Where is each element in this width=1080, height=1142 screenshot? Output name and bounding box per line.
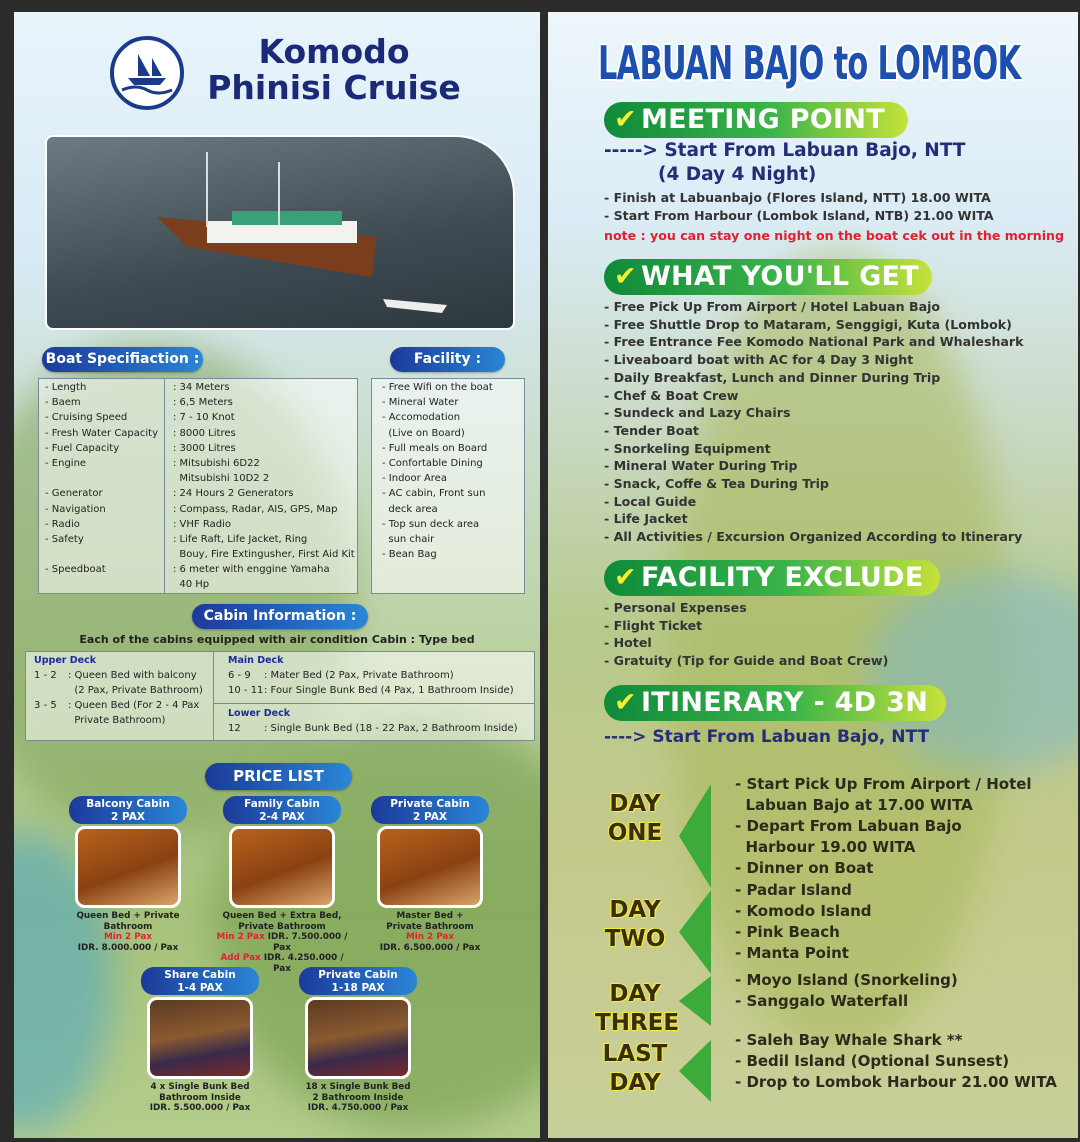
cabin-name: Private Cabin: [390, 798, 470, 810]
cabin-upper-deck: [34, 653, 203, 728]
included-item: - Snack, Coffe & Tea During Trip: [604, 476, 829, 492]
spec-value: : 3000 Litres: [173, 442, 236, 454]
price: IDR. 8.000.000 / Pax: [77, 942, 179, 953]
deck-label: Main Deck: [228, 655, 284, 666]
itinerary-item: - Dinner on Boat: [735, 859, 874, 877]
cabin-number: 1 - 2: [34, 670, 57, 681]
included-item: - Mineral Water During Trip: [604, 458, 798, 474]
cabin-desc: Queen Bed + Extra Bed,: [222, 911, 342, 921]
spec-value: : 24 Hours 2 Generators: [173, 488, 294, 500]
cabin-pax: 1-18 PAX: [331, 981, 385, 994]
day-label-line2: DAY: [609, 1070, 661, 1096]
spec-label: - Radio: [45, 518, 80, 530]
itinerary-item: - Moyo Island (Snorkeling): [735, 971, 958, 989]
itinerary-item: - Depart From Labuan Bajo: [735, 817, 962, 835]
check-icon: ✔: [614, 562, 637, 593]
cabin-desc: 18 x Single Bunk Bed: [305, 1082, 411, 1092]
itinerary-item: Harbour 19.00 WITA: [735, 838, 916, 856]
boat-photo: [45, 135, 515, 330]
cabin-badge: [69, 796, 187, 824]
min-pax: Min 2 Pax: [405, 932, 455, 942]
spec-row: [45, 380, 357, 395]
included-item: - All Activities / Excursion Organized According to Itinerary: [604, 529, 1023, 545]
boat-spec-heading: Boat Specifiaction :: [42, 347, 203, 372]
logo-icon: [110, 36, 184, 110]
included-item: - Free Entrance Fee Komodo National Park and Whaleshark: [604, 334, 1024, 350]
excluded-item: - Gratuity (Tip for Guide and Boat Crew): [604, 653, 889, 669]
arrow-left-icon: [679, 1040, 711, 1102]
spec-row: [45, 517, 357, 532]
spec-label: [45, 577, 171, 592]
cabin-main-deck: [228, 653, 514, 698]
deck-label: Upper Deck: [34, 655, 97, 666]
cabin-desc: : Single Bunk Bed (18 - 22 Pax, 2 Bathroom Inside): [264, 723, 518, 734]
facility-item: - Confortable Dining: [382, 458, 483, 470]
cabin-table: [25, 651, 535, 741]
day-label-line1: DAY: [609, 897, 661, 923]
cabin-row: [34, 683, 203, 698]
facility-item: - AC cabin, Front sun: [382, 488, 486, 500]
cabin-row: [34, 713, 203, 728]
cabin-details: [288, 1082, 428, 1114]
cabin-row: [228, 683, 514, 698]
price: IDR. 6.500.000 / Pax: [379, 942, 481, 953]
cabin-photo: [305, 997, 411, 1079]
spec-label: [45, 471, 171, 486]
included-item: - Life Jacket: [604, 511, 688, 527]
itinerary-item: - Padar Island: [735, 881, 852, 899]
included-item: - Sundeck and Lazy Chairs: [604, 405, 791, 421]
included-item: - Local Guide: [604, 493, 697, 509]
day-label-line1: DAY: [609, 981, 661, 1007]
included-item: - Daily Breakfast, Lunch and Dinner During Trip: [604, 369, 941, 385]
price: IDR. 5.500.000 / Pax: [149, 1103, 251, 1113]
cabin-desc: Private Bathroom): [68, 715, 166, 726]
what-you-get-heading: [604, 259, 932, 295]
spec-label: - Baem: [45, 397, 81, 409]
itinerary-item: Labuan Bajo at 17.00 WITA: [735, 796, 973, 814]
spec-label: - Speedboat: [45, 564, 106, 576]
price-card: [360, 796, 500, 953]
day-items: [735, 774, 1032, 879]
price: IDR. 4.750.000 / Pax: [307, 1103, 409, 1113]
day-items: [735, 1030, 1057, 1093]
cabin-row: [228, 721, 518, 736]
spec-row: [45, 577, 357, 592]
cabin-row: [34, 668, 203, 683]
meeting-note: note : you can stay one night on the boat cek out in the morning: [604, 228, 1065, 243]
cabin-name: Share Cabin: [164, 969, 236, 981]
right-panel: [548, 12, 1078, 1138]
min-pax: Min 2 Pax: [216, 932, 265, 942]
cabin-desc: Private Bathroom: [386, 921, 474, 932]
what-you-get-label: WHAT YOU'LL GET: [640, 261, 919, 292]
min-pax: Min 2 Pax: [103, 932, 153, 942]
cabin-pax: 2 PAX: [413, 810, 447, 823]
spec-value: : Compass, Radar, AIS, GPS, Map: [173, 503, 338, 515]
brand-line-1: Komodo: [258, 32, 410, 71]
cabin-desc: Private Bathroom: [238, 921, 326, 932]
facility-item: - Accomodation: [382, 412, 461, 424]
cabin-photo: [377, 826, 483, 908]
spec-value: : 6,5 Meters: [173, 397, 233, 409]
spec-row: [45, 562, 357, 577]
spec-row: [45, 456, 357, 471]
spec-value: : 7 - 10 Knot: [173, 412, 235, 424]
arrow-left-icon: [679, 976, 711, 1026]
facility-list: [371, 378, 525, 594]
price-card: [288, 967, 428, 1114]
day-items: [735, 970, 958, 1012]
facility-item: - Bean Bag: [382, 549, 437, 561]
spec-value: : 8000 Litres: [173, 427, 236, 439]
excluded-item: - Hotel: [604, 635, 652, 651]
spec-label: - Fresh Water Capacity: [45, 427, 159, 439]
boat-spec-table: [38, 378, 358, 594]
spec-value: : 6 meter with enggine Yamaha: [173, 564, 330, 576]
facility-item: - Full meals on Board: [382, 442, 488, 454]
itinerary-item: - Sanggalo Waterfall: [735, 992, 909, 1010]
included-item: - Snorkeling Equipment: [604, 440, 771, 456]
spec-value: : VHF Radio: [173, 518, 231, 530]
spec-label: - Engine: [45, 457, 87, 469]
facility-item: - Top sun deck area: [382, 518, 480, 530]
itinerary-item: - Start Pick Up From Airport / Hotel: [735, 775, 1032, 793]
price-line: [212, 932, 352, 953]
cabin-photo: [229, 826, 335, 908]
cabin-badge: [223, 796, 341, 824]
meeting-item: - Start From Harbour (Lombok Island, NTB) 21.00 WITA: [604, 208, 994, 223]
day-label-line2: TWO: [604, 926, 666, 952]
cabin-name: Private Cabin: [318, 969, 398, 981]
arrow-left-icon: [679, 890, 711, 974]
spec-row: [45, 395, 357, 410]
cabin-number: 12: [228, 723, 241, 734]
cabin-desc: : Mater Bed (2 Pax, Private Bathroom): [264, 670, 454, 681]
day-label: [595, 1040, 675, 1098]
cabin-number: 6 - 9: [228, 670, 251, 681]
facility-heading: Facility :: [390, 347, 505, 372]
spec-label: - Safety: [45, 533, 84, 545]
cabin-desc: : Queen Bed with balcony: [68, 670, 197, 681]
itinerary-item: - Saleh Bay Whale Shark **: [735, 1031, 963, 1049]
spec-value: Bouy, Fire Extingusher, First Aid Kit: [173, 549, 355, 561]
cabin-desc: Queen Bed + Private: [76, 911, 180, 921]
spec-row: [45, 547, 357, 562]
cabin-photo: [75, 826, 181, 908]
spec-label: - Navigation: [45, 503, 106, 515]
price-card: [212, 796, 352, 974]
included-item: - Tender Boat: [604, 422, 699, 438]
spec-value: : 34 Meters: [173, 382, 230, 393]
brand-line-2: Phinisi Cruise: [207, 68, 461, 107]
spec-label: [45, 547, 171, 562]
meeting-item: - Finish at Labuanbajo (Flores Island, NTT) 18.00 WITA: [604, 190, 991, 205]
excluded-item: - Personal Expenses: [604, 600, 747, 615]
facility-exclude-label: FACILITY EXCLUDE: [640, 562, 924, 593]
cabin-name: Balcony Cabin: [86, 798, 170, 810]
itinerary-heading: [604, 685, 946, 721]
spec-value: 40 Hp: [173, 579, 210, 591]
facility-item: (Live on Board): [382, 427, 465, 439]
cabin-desc: : Four Single Bunk Bed (4 Pax, 1 Bathroom Inside): [264, 685, 514, 696]
itinerary-item: - Manta Point: [735, 944, 849, 962]
cabin-badge: [141, 967, 259, 995]
day-label-line1: LAST: [602, 1041, 668, 1067]
facility-item: - Free Wifi on the boat: [382, 382, 493, 393]
cabin-pax: 2-4 PAX: [259, 810, 305, 823]
left-panel: [14, 12, 540, 1138]
itinerary-item: - Bedil Island (Optional Sunsest): [735, 1052, 1010, 1070]
cabin-row: [228, 668, 514, 683]
day-label: [595, 896, 675, 954]
facility-item: sun chair: [382, 534, 435, 546]
cabin-desc: (2 Pax, Private Bathroom): [68, 685, 203, 696]
spec-label: - Fuel Capacity: [45, 442, 120, 454]
cabin-badge: [371, 796, 489, 824]
spec-row: [45, 471, 357, 486]
spec-row: [45, 410, 357, 425]
cabin-details: [130, 1082, 270, 1114]
included-item: - Free Shuttle Drop to Mataram, Senggigi, Kuta (Lombok): [604, 316, 1012, 332]
facility-item: - Mineral Water: [382, 397, 459, 409]
cabin-number: 3 - 5: [34, 700, 57, 711]
included-item: - Free Pick Up From Airport / Hotel Labuan Bajo: [604, 299, 941, 314]
price-card: [58, 796, 198, 953]
check-icon: ✔: [614, 687, 637, 718]
cabin-details: [58, 911, 198, 953]
day-items: [735, 880, 872, 964]
check-icon: ✔: [614, 261, 637, 292]
meeting-duration: (4 Day 4 Night): [658, 164, 817, 185]
add-pax-price: IDR. 4.250.000 / Pax: [263, 953, 344, 974]
cabin-pax: 2 PAX: [111, 810, 145, 823]
cabin-details: [212, 911, 352, 974]
meeting-point-heading: [604, 102, 908, 138]
cabin-number: [34, 683, 68, 698]
day-label-line1: DAY: [609, 791, 661, 817]
add-pax: Add Pax: [220, 953, 261, 963]
cabin-desc: Master Bed +: [396, 911, 464, 921]
itinerary-item: - Drop to Lombok Harbour 21.00 WITA: [735, 1073, 1057, 1091]
day-label: [595, 790, 675, 848]
cabin-pax: 1-4 PAX: [177, 981, 223, 994]
spec-row: [45, 532, 357, 547]
page-title: LABUAN BAJO to LOMBOK: [598, 36, 1021, 90]
facility-item: deck area: [382, 503, 438, 515]
cabin-number: [34, 713, 68, 728]
cabin-desc: : Queen Bed (For 2 - 4 Pax: [68, 700, 200, 711]
spec-row: [45, 486, 357, 501]
excluded-item: - Flight Ticket: [604, 617, 703, 633]
brand-title: [194, 34, 474, 106]
day-label-line2: THREE: [595, 1010, 680, 1036]
cabin-badge: [299, 967, 417, 995]
price-card: [130, 967, 270, 1114]
spec-label: - Generator: [45, 488, 103, 500]
cabin-info-heading: Cabin Information :: [192, 604, 368, 629]
cabin-row: [34, 698, 203, 713]
arrow-left-icon: [679, 784, 711, 888]
facility-item: - Indoor Area: [382, 473, 447, 485]
itinerary-item: - Pink Beach: [735, 923, 840, 941]
spec-value: : Life Raft, Life Jacket, Ring: [173, 533, 308, 545]
itinerary-label: ITINERARY - 4D 3N: [640, 687, 929, 718]
spec-row: [45, 426, 357, 441]
itinerary-start: ----> Start From Labuan Bajo, NTT: [604, 727, 930, 747]
deck-label: Lower Deck: [228, 708, 291, 719]
spec-row: [45, 502, 357, 517]
day-label: [595, 980, 680, 1038]
price-list-heading: PRICE LIST: [205, 763, 352, 790]
itinerary-item: - Komodo Island: [735, 902, 872, 920]
included-item: - Chef & Boat Crew: [604, 387, 739, 403]
day-label-line2: ONE: [607, 820, 663, 846]
cabin-name: Family Cabin: [244, 798, 320, 810]
cabin-desc: 2 Bathroom Inside: [312, 1092, 404, 1103]
price: IDR. 7.500.000 / Pax: [267, 932, 348, 953]
spec-label: - Length: [45, 382, 87, 393]
spec-row: [45, 441, 357, 456]
spec-value: Mitsubishi 10D2 2: [173, 473, 270, 485]
spec-value: : Mitsubishi 6D22: [173, 457, 260, 469]
cabin-details: [360, 911, 500, 953]
spec-label: - Cruising Speed: [45, 412, 128, 424]
cabin-number: 10 - 11: [228, 685, 264, 696]
meeting-start: -----> Start From Labuan Bajo, NTT: [604, 140, 966, 161]
cabin-desc: Bathroom: [103, 921, 153, 932]
included-item: - Liveaboard boat with AC for 4 Day 3 Night: [604, 352, 914, 368]
check-icon: ✔: [614, 104, 637, 135]
cabin-lower-deck: [228, 706, 518, 736]
cabin-desc: Bathroom Inside: [159, 1092, 241, 1103]
cabin-desc: 4 x Single Bunk Bed: [150, 1082, 250, 1092]
meeting-point-label: MEETING POINT: [640, 104, 886, 135]
cabin-info-subtitle: Each of the cabins equipped with air condition Cabin : Type bed: [79, 633, 475, 646]
cabin-photo: [147, 997, 253, 1079]
facility-exclude-heading: [604, 560, 940, 596]
